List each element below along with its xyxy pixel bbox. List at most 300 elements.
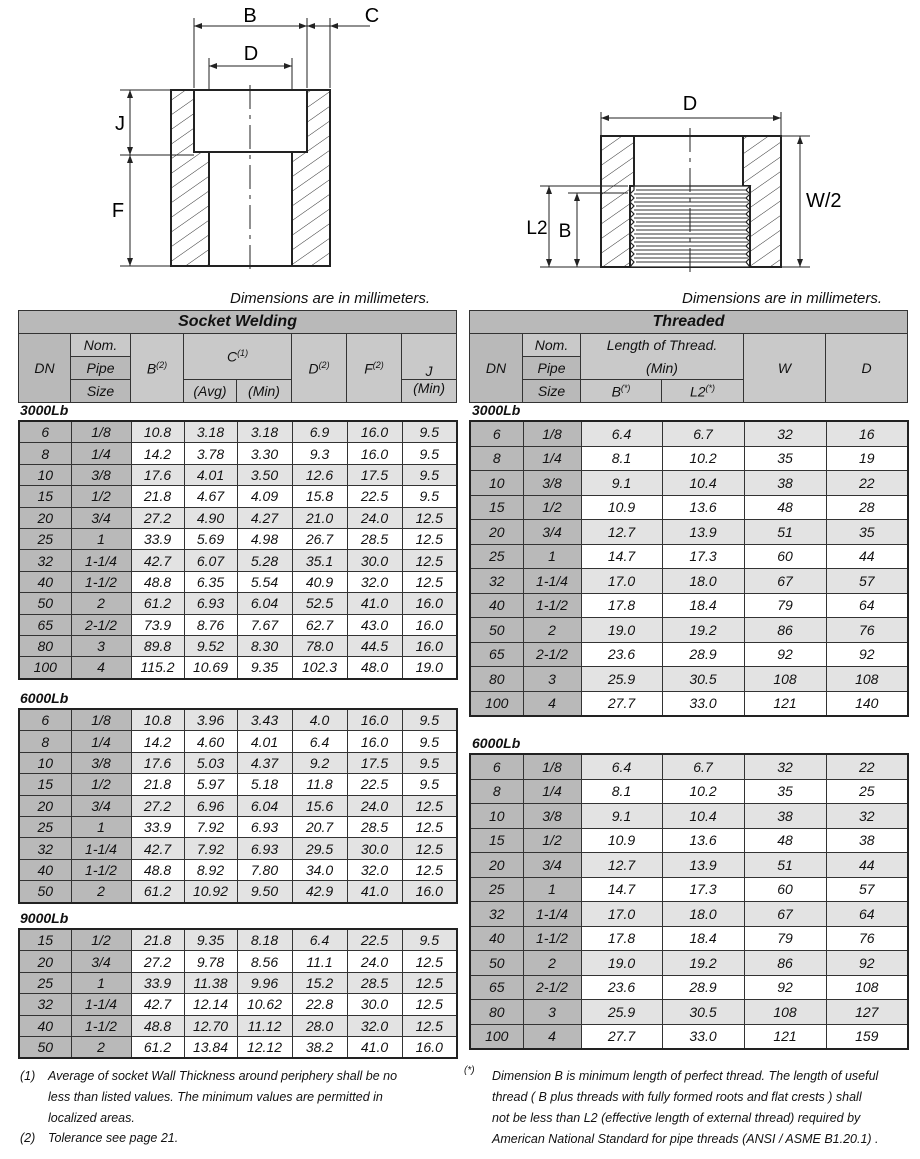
threaded-3000-cell: 17.0 <box>581 569 662 594</box>
threaded-3000-cell: 60 <box>744 544 826 569</box>
socket-6000-table <box>18 708 458 904</box>
threaded-3000-cell: 32 <box>744 421 826 446</box>
table-row <box>470 951 908 976</box>
socket-6000-cell: 10.8 <box>131 709 184 731</box>
threaded-3000-cell: 20 <box>470 520 523 545</box>
threaded-3000-cell: 4 <box>523 691 581 716</box>
threaded-6000-cell: 1/2 <box>523 828 581 853</box>
socket-3000-cell: 4.98 <box>237 528 292 549</box>
socket-3000-cell: 80 <box>19 635 71 656</box>
socket-3000-cell: 15.8 <box>292 486 347 507</box>
socket-9000-cell: 32 <box>19 994 71 1015</box>
socket-3000-cell: 6 <box>19 421 71 443</box>
threaded-6000-cell: 3/8 <box>523 804 581 829</box>
socket-3000-cell: 9.3 <box>292 443 347 464</box>
threaded-6000-cell: 32 <box>470 902 523 927</box>
socket-3000-cell: 3.50 <box>237 464 292 485</box>
table-row <box>470 569 908 594</box>
threaded-6000-cell: 65 <box>470 975 523 1000</box>
footnote-1-line-1: Average of socket Wall Thickness around periphery shall be no <box>48 1069 398 1083</box>
threaded-6000-cell: 60 <box>744 877 826 902</box>
threaded-6000-cell: 86 <box>744 951 826 976</box>
threaded-6000-cell: 108 <box>744 1000 826 1025</box>
socket-6000-cell: 9.5 <box>402 709 457 731</box>
socket-3000-cell: 4.90 <box>184 507 237 528</box>
threaded-6000-cell: 33.0 <box>662 1024 744 1049</box>
table-row <box>19 774 457 795</box>
socket-3000-cell: 8.76 <box>184 614 237 635</box>
threaded-6000-cell: 4 <box>523 1024 581 1049</box>
threaded-3000-cell: 2-1/2 <box>523 642 581 667</box>
threaded-6000-cell: 3/4 <box>523 853 581 878</box>
threaded-6000-cell: 25 <box>826 779 908 804</box>
socket-3000-cell: 6.9 <box>292 421 347 443</box>
threaded-6000-cell: 13.6 <box>662 828 744 853</box>
socket-6000-cell: 9.5 <box>402 731 457 752</box>
threaded-6000-cell: 80 <box>470 1000 523 1025</box>
socket-3000-cell: 1 <box>71 528 131 549</box>
socket-3000-cell: 9.5 <box>402 486 457 507</box>
socket-9000-cell: 32.0 <box>347 1015 402 1036</box>
footnote-2-text: Tolerance see page 21. <box>48 1131 179 1145</box>
socket-3000-cell: 12.5 <box>402 550 457 571</box>
socket-6000-cell: 4.60 <box>184 731 237 752</box>
socket-9000-cell: 9.78 <box>184 951 237 972</box>
col-nps-2: Pipe <box>71 357 131 380</box>
socket-9000-cell: 12.5 <box>402 994 457 1015</box>
table-row <box>470 902 908 927</box>
threaded-6000-cell: 23.6 <box>581 975 662 1000</box>
socket-6000-cell: 6.96 <box>184 795 237 816</box>
socket-6000-cell: 3.96 <box>184 709 237 731</box>
socket-3000-cell: 4.67 <box>184 486 237 507</box>
table-row <box>19 507 457 528</box>
socket-3000-cell: 25 <box>19 528 71 549</box>
col-j-min: (Min) <box>402 380 457 403</box>
threaded-3000-cell: 10.4 <box>662 471 744 496</box>
socket-6000-cell: 3/8 <box>71 752 131 773</box>
table-row <box>19 929 457 951</box>
threaded-3000-cell: 8 <box>470 446 523 471</box>
socket-6000-cell: 61.2 <box>131 881 184 903</box>
socket-9000-cell: 42.7 <box>131 994 184 1015</box>
threaded-3000-cell: 18.0 <box>662 569 744 594</box>
table-row <box>19 881 457 903</box>
threaded-6000-cell: 10 <box>470 804 523 829</box>
col-nps-1: Nom. <box>71 334 131 357</box>
threaded-6000-cell: 25.9 <box>581 1000 662 1025</box>
socket-3000-cell: 65 <box>19 614 71 635</box>
threaded-6000-cell: 48 <box>744 828 826 853</box>
socket-6000-cell: 1-1/2 <box>71 859 131 880</box>
table-row <box>19 951 457 972</box>
socket-6000-cell: 5.18 <box>237 774 292 795</box>
socket-9000-cell: 9.5 <box>402 929 457 951</box>
socket-6000-cell: 10.92 <box>184 881 237 903</box>
table-row <box>19 528 457 549</box>
socket-6000-cell: 3/4 <box>71 795 131 816</box>
socket-6000-cell: 34.0 <box>292 859 347 880</box>
threaded-6000-cell: 17.0 <box>581 902 662 927</box>
socket-6000-cell: 15 <box>19 774 71 795</box>
threaded-3000-cell: 10 <box>470 471 523 496</box>
threaded-6000-cell: 6.7 <box>662 754 744 779</box>
socket-3000-cell: 9.5 <box>402 443 457 464</box>
threaded-6000-cell: 1-1/2 <box>523 926 581 951</box>
socket-6000-cell: 7.80 <box>237 859 292 880</box>
threaded-6000-cell: 1-1/4 <box>523 902 581 927</box>
socket-3000-cell: 20 <box>19 507 71 528</box>
socket-9000-cell: 1-1/2 <box>71 1015 131 1036</box>
socket-3000-cell: 10.8 <box>131 421 184 443</box>
col-length-min: (Min) <box>581 357 744 380</box>
socket-6000-cell: 24.0 <box>347 795 402 816</box>
threaded-3000-cell: 3/8 <box>523 471 581 496</box>
label-d-right: D <box>682 93 698 115</box>
socket-6000-cell: 33.9 <box>131 816 184 837</box>
threaded-6000-cell: 30.5 <box>662 1000 744 1025</box>
socket-6000-cell: 27.2 <box>131 795 184 816</box>
threaded-6000-cell: 2 <box>523 951 581 976</box>
table-row <box>470 1000 908 1025</box>
table-row <box>19 859 457 880</box>
footnote-star-line-3: not be less than L2 (effective length of external thread) required by <box>492 1111 861 1125</box>
threaded-header-table <box>469 310 908 403</box>
threaded-6000-cell: 20 <box>470 853 523 878</box>
socket-6000-cell: 6.04 <box>237 795 292 816</box>
socket-6000-cell: 16.0 <box>402 881 457 903</box>
socket-6000-cell: 3.43 <box>237 709 292 731</box>
threaded-3000-cell: 1/2 <box>523 495 581 520</box>
socket-9000-cell: 12.12 <box>237 1036 292 1058</box>
socket-3000-cell: 62.7 <box>292 614 347 635</box>
threaded-6000-cell: 127 <box>826 1000 908 1025</box>
socket-3000-cell: 30.0 <box>347 550 402 571</box>
socket-6000-cell: 12.5 <box>402 838 457 859</box>
socket-3000-cell: 17.6 <box>131 464 184 485</box>
socket-9000-cell: 15.2 <box>292 972 347 993</box>
label-j: J <box>115 113 125 135</box>
socket-3000-cell: 2 <box>71 593 131 614</box>
col-j: J <box>402 334 457 380</box>
socket-3000-cell: 28.5 <box>347 528 402 549</box>
threaded-6000-cell: 10.4 <box>662 804 744 829</box>
socket-3000-cell: 1/8 <box>71 421 131 443</box>
socket-3000-cell: 115.2 <box>131 657 184 679</box>
table-row <box>470 544 908 569</box>
threaded-6000-cell: 76 <box>826 926 908 951</box>
socket-6000-cell: 16.0 <box>347 731 402 752</box>
socket-6000-cell: 1-1/4 <box>71 838 131 859</box>
socket-3000-cell: 22.5 <box>347 486 402 507</box>
table-row <box>19 486 457 507</box>
table-row <box>470 618 908 643</box>
socket-9000-cell: 25 <box>19 972 71 993</box>
col-nps-t-3: Size <box>523 380 581 403</box>
table-row <box>470 754 908 779</box>
socket-weld-drawing <box>100 0 400 290</box>
threaded-6000-cell: 3 <box>523 1000 581 1025</box>
socket-6000-cell: 22.5 <box>347 774 402 795</box>
threaded-3000-cell: 50 <box>470 618 523 643</box>
threaded-6000-cell: 57 <box>826 877 908 902</box>
socket-3000-cell: 3.18 <box>237 421 292 443</box>
threaded-3000-cell: 3/4 <box>523 520 581 545</box>
threaded-3000-cell: 35 <box>744 446 826 471</box>
threaded-3000-cell: 1-1/2 <box>523 593 581 618</box>
threaded-3000-cell: 28 <box>826 495 908 520</box>
socket-6000-cell: 6.4 <box>292 731 347 752</box>
col-f: $F^{(2)}$ <box>347 334 402 403</box>
socket-6000-cell: 28.5 <box>347 816 402 837</box>
socket-3000-cell: 32 <box>19 550 71 571</box>
threaded-6000-cell: 38 <box>744 804 826 829</box>
footnote-star-mark: (*) <box>464 1065 475 1076</box>
socket-3000-cell: 43.0 <box>347 614 402 635</box>
socket-9000-cell: 10.62 <box>237 994 292 1015</box>
socket-6000-cell: 7.92 <box>184 816 237 837</box>
threaded-6000-cell: 35 <box>744 779 826 804</box>
socket-3000-cell: 17.5 <box>347 464 402 485</box>
socket-6000-cell: 1/2 <box>71 774 131 795</box>
socket-6000-cell: 32 <box>19 838 71 859</box>
col-c-min: (Min) <box>237 380 292 403</box>
socket-6000-cell: 30.0 <box>347 838 402 859</box>
socket-3000-cell: 3.30 <box>237 443 292 464</box>
threaded-6000-cell: 2-1/2 <box>523 975 581 1000</box>
table-row <box>470 877 908 902</box>
socket-title: Socket Welding <box>19 311 457 334</box>
socket-6000-cell: 5.97 <box>184 774 237 795</box>
socket-9000-cell: 12.5 <box>402 972 457 993</box>
threaded-6000-cell: 1/8 <box>523 754 581 779</box>
socket-3000-cell: 21.8 <box>131 486 184 507</box>
socket-3000-cell: 32.0 <box>347 571 402 592</box>
col-c: $C^{(1)}$ <box>184 334 292 380</box>
table-row <box>19 464 457 485</box>
col-l2: L2(*) <box>662 380 744 403</box>
socket-6000-cell: 17.5 <box>347 752 402 773</box>
threaded-group-label-6000: 6000Lb <box>472 735 521 751</box>
threaded-6000-cell: 51 <box>744 853 826 878</box>
socket-3000-cell: 5.54 <box>237 571 292 592</box>
socket-3000-cell: 3.78 <box>184 443 237 464</box>
socket-6000-cell: 4.0 <box>292 709 347 731</box>
threaded-3000-cell: 12.7 <box>581 520 662 545</box>
threaded-6000-cell: 9.1 <box>581 804 662 829</box>
socket-9000-cell: 11.1 <box>292 951 347 972</box>
socket-3000-cell: 3/4 <box>71 507 131 528</box>
threaded-6000-cell: 28.9 <box>662 975 744 1000</box>
threaded-3000-cell: 92 <box>744 642 826 667</box>
socket-9000-cell: 6.4 <box>292 929 347 951</box>
threaded-title: Threaded <box>470 311 908 334</box>
threaded-6000-cell: 92 <box>826 951 908 976</box>
threaded-3000-table <box>469 420 909 717</box>
threaded-3000-cell: 48 <box>744 495 826 520</box>
threaded-3000-cell: 1-1/4 <box>523 569 581 594</box>
threaded-6000-table <box>469 753 909 1050</box>
socket-3000-cell: 27.2 <box>131 507 184 528</box>
threaded-3000-cell: 13.9 <box>662 520 744 545</box>
socket-3000-cell: 3.18 <box>184 421 237 443</box>
socket-3000-cell: 3 <box>71 635 131 656</box>
socket-3000-cell: 61.2 <box>131 593 184 614</box>
socket-3000-cell: 33.9 <box>131 528 184 549</box>
socket-3000-cell: 8.30 <box>237 635 292 656</box>
table-row <box>470 804 908 829</box>
threaded-3000-cell: 15 <box>470 495 523 520</box>
threaded-6000-cell: 1/4 <box>523 779 581 804</box>
socket-9000-cell: 12.70 <box>184 1015 237 1036</box>
socket-6000-cell: 6.93 <box>237 838 292 859</box>
threaded-6000-cell: 22 <box>826 754 908 779</box>
socket-3000-cell: 48.0 <box>347 657 402 679</box>
threaded-3000-cell: 23.6 <box>581 642 662 667</box>
socket-3000-cell: 50 <box>19 593 71 614</box>
socket-3000-cell: 12.5 <box>402 571 457 592</box>
threaded-3000-cell: 1 <box>523 544 581 569</box>
threaded-3000-cell: 13.6 <box>662 495 744 520</box>
threaded-3000-cell: 1/8 <box>523 421 581 446</box>
socket-3000-cell: 16.0 <box>402 593 457 614</box>
threaded-3000-cell: 6 <box>470 421 523 446</box>
socket-6000-cell: 42.9 <box>292 881 347 903</box>
socket-9000-cell: 1-1/4 <box>71 994 131 1015</box>
socket-6000-cell: 1/8 <box>71 709 131 731</box>
socket-3000-cell: 6.93 <box>184 593 237 614</box>
socket-6000-cell: 21.8 <box>131 774 184 795</box>
socket-3000-cell: 8 <box>19 443 71 464</box>
table-row <box>19 635 457 656</box>
threaded-3000-cell: 30.5 <box>662 667 744 692</box>
footnote-2 <box>20 1128 460 1149</box>
threaded-6000-cell: 6 <box>470 754 523 779</box>
threaded-3000-cell: 100 <box>470 691 523 716</box>
socket-3000-cell: 41.0 <box>347 593 402 614</box>
threaded-3000-cell: 121 <box>744 691 826 716</box>
socket-6000-cell: 9.50 <box>237 881 292 903</box>
threaded-3000-cell: 32 <box>470 569 523 594</box>
socket-9000-cell: 41.0 <box>347 1036 402 1058</box>
threaded-3000-cell: 3 <box>523 667 581 692</box>
socket-3000-cell: 9.5 <box>402 421 457 443</box>
socket-3000-cell: 5.28 <box>237 550 292 571</box>
socket-3000-cell: 6.04 <box>237 593 292 614</box>
socket-3000-cell: 4.09 <box>237 486 292 507</box>
table-row <box>19 731 457 752</box>
threaded-3000-cell: 2 <box>523 618 581 643</box>
socket-6000-cell: 15.6 <box>292 795 347 816</box>
table-row <box>470 421 908 446</box>
threaded-3000-cell: 10.2 <box>662 446 744 471</box>
socket-3000-cell: 7.67 <box>237 614 292 635</box>
socket-3000-table <box>18 420 458 680</box>
socket-6000-cell: 6 <box>19 709 71 731</box>
threaded-6000-cell: 92 <box>744 975 826 1000</box>
threaded-3000-cell: 18.4 <box>662 593 744 618</box>
threaded-6000-cell: 14.7 <box>581 877 662 902</box>
threaded-3000-cell: 9.1 <box>581 471 662 496</box>
threaded-3000-cell: 22 <box>826 471 908 496</box>
footnote-2-mark: (2) <box>20 1131 36 1145</box>
socket-9000-cell: 15 <box>19 929 71 951</box>
threaded-3000-cell: 6.4 <box>581 421 662 446</box>
threaded-6000-cell: 17.3 <box>662 877 744 902</box>
col-dn: DN <box>19 334 71 403</box>
table-row <box>19 1036 457 1058</box>
threaded-drawing <box>510 80 850 280</box>
label-b-right: B <box>558 221 572 242</box>
threaded-3000-cell: 51 <box>744 520 826 545</box>
socket-6000-cell: 4.01 <box>237 731 292 752</box>
table-row <box>19 709 457 731</box>
threaded-6000-cell: 8.1 <box>581 779 662 804</box>
table-row <box>19 994 457 1015</box>
col-d: $D^{(2)}$ <box>292 334 347 403</box>
threaded-3000-cell: 33.0 <box>662 691 744 716</box>
threaded-6000-cell: 40 <box>470 926 523 951</box>
threaded-3000-cell: 1/4 <box>523 446 581 471</box>
threaded-3000-cell: 57 <box>826 569 908 594</box>
socket-9000-table <box>18 928 458 1059</box>
label-b: B <box>243 5 257 27</box>
socket-3000-cell: 40.9 <box>292 571 347 592</box>
threaded-3000-cell: 140 <box>826 691 908 716</box>
threaded-3000-cell: 44 <box>826 544 908 569</box>
threaded-6000-cell: 100 <box>470 1024 523 1049</box>
table-row <box>470 828 908 853</box>
table-row <box>19 795 457 816</box>
socket-3000-cell: 21.0 <box>292 507 347 528</box>
threaded-6000-cell: 64 <box>826 902 908 927</box>
table-row <box>470 853 908 878</box>
socket-9000-cell: 12.5 <box>402 1015 457 1036</box>
threaded-3000-cell: 14.7 <box>581 544 662 569</box>
socket-6000-cell: 25 <box>19 816 71 837</box>
threaded-6000-cell: 38 <box>826 828 908 853</box>
threaded-3000-cell: 6.7 <box>662 421 744 446</box>
table-row <box>19 593 457 614</box>
table-row <box>470 926 908 951</box>
socket-group-label-3000: 3000Lb <box>20 402 69 418</box>
socket-9000-cell: 30.0 <box>347 994 402 1015</box>
socket-3000-cell: 42.7 <box>131 550 184 571</box>
socket-3000-cell: 78.0 <box>292 635 347 656</box>
socket-header-table <box>18 310 457 403</box>
socket-9000-cell: 22.5 <box>347 929 402 951</box>
socket-6000-cell: 12.5 <box>402 859 457 880</box>
table-row <box>470 593 908 618</box>
socket-6000-cell: 1/4 <box>71 731 131 752</box>
threaded-3000-cell: 108 <box>744 667 826 692</box>
footnote-1-mark: (1) <box>20 1069 36 1083</box>
col-nps-t-1: Nom. <box>523 334 581 357</box>
socket-3000-cell: 9.5 <box>402 464 457 485</box>
socket-6000-cell: 8 <box>19 731 71 752</box>
socket-3000-cell: 16.0 <box>402 635 457 656</box>
socket-9000-cell: 20 <box>19 951 71 972</box>
socket-3000-cell: 12.6 <box>292 464 347 485</box>
col-nps-3: Size <box>71 380 131 403</box>
socket-9000-cell: 12.14 <box>184 994 237 1015</box>
socket-6000-cell: 9.5 <box>402 774 457 795</box>
threaded-3000-cell: 25 <box>470 544 523 569</box>
socket-3000-cell: 40 <box>19 571 71 592</box>
threaded-6000-cell: 32 <box>744 754 826 779</box>
socket-9000-cell: 21.8 <box>131 929 184 951</box>
table-row <box>470 520 908 545</box>
